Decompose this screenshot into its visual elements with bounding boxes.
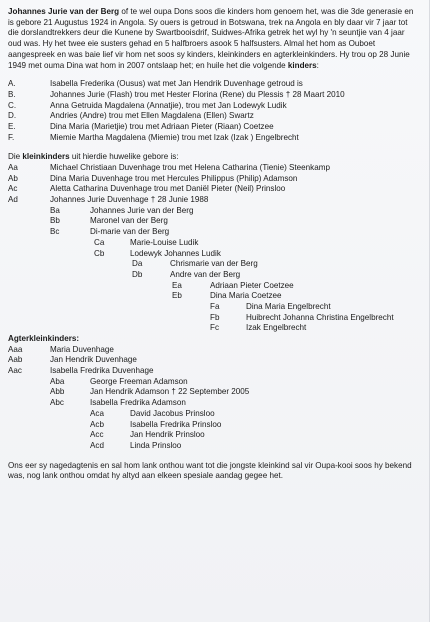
grandchildren-heading-post: uit hierdie huwelike gebore is: bbox=[69, 152, 179, 162]
great-grandchild-key: Abb bbox=[50, 387, 65, 397]
child-key: C. bbox=[8, 100, 17, 110]
child-key: F. bbox=[8, 132, 15, 142]
grandchild-text: Dina Maria Engelbrecht bbox=[246, 301, 331, 311]
child-row-c bbox=[8, 101, 419, 112]
grandchildren-list bbox=[8, 163, 419, 334]
great-grandchild-key: Aba bbox=[50, 376, 65, 386]
child-text: Johannes Jurie (Flash) trou met Hester Florina (Rene) du Plessis † 28 Maart 2010 bbox=[50, 89, 345, 99]
great-grandchild-row bbox=[8, 430, 419, 441]
great-grandchild-text: Linda Prinsloo bbox=[130, 440, 182, 450]
grandchild-text: Aletta Catharina Duvenhage trou met Daniël Pieter (Neil) Prinsloo bbox=[50, 184, 286, 194]
grandchildren-heading bbox=[8, 152, 419, 163]
grandchild-text: Adriaan Pieter Coetzee bbox=[210, 280, 294, 290]
grandchild-row bbox=[8, 174, 419, 185]
grandchild-key: Aa bbox=[8, 163, 18, 173]
great-grandchildren-heading-text: Agterkleinkinders: bbox=[8, 334, 80, 344]
grandchild-text: Dina Maria Duvenhage trou met Hercules Philippus (Philip) Adamson bbox=[50, 173, 298, 183]
intro-text: of te wel oupa Dons soos die kinders hom genoem het, was die 3de generasie en is gebore 21 Augustus 1924 in Angola. Sy ouers is getroud in Botswana, trek na Angola en bly daar vir 7 jaar tot die dorslandtrekkers deur die Kunene by Swartbooisdrif, Suidwes-Afrika getrek het wyl hy 'n seuntjie van 4 jaar oud was. Hy het twee eie susters gehad en 5 halfbroers asook 5 halfsusters. Almal het hom as Ouboet aangespreek en was baie lief vir hom net soos sy kinders, kleinkinders en agterkleinkinders. Hy trou op 28 Junie 1949 met ouma Dina wat hom in 2007 ontslaap het; en huile het die volgende bbox=[8, 7, 414, 70]
grandchild-key: Ac bbox=[8, 184, 18, 194]
grandchild-key: Eb bbox=[172, 291, 182, 301]
great-grandchild-row bbox=[8, 387, 419, 398]
grandchild-row bbox=[8, 313, 419, 324]
grandchild-key: Ba bbox=[50, 205, 60, 215]
grandchild-text: Marie-Louise Ludik bbox=[130, 237, 199, 247]
great-grandchild-row bbox=[8, 420, 419, 431]
grandchild-row bbox=[8, 249, 419, 260]
grandchild-key: Db bbox=[132, 269, 143, 279]
great-grandchild-row bbox=[8, 345, 419, 356]
great-grandchild-row bbox=[8, 377, 419, 388]
great-grandchild-key: Aab bbox=[8, 355, 23, 365]
child-key: B. bbox=[8, 89, 16, 99]
grandchild-text: Dina Maria Coetzee bbox=[210, 291, 282, 301]
grandchild-text: Huibrecht Johanna Christina Engelbrecht bbox=[246, 312, 394, 322]
grandchild-text: Andre van der Berg bbox=[170, 269, 241, 279]
child-row-b bbox=[8, 90, 419, 101]
grandchild-text: Lodewyk Johannes Ludik bbox=[130, 248, 221, 258]
grandchild-row bbox=[8, 163, 419, 174]
grandchild-row bbox=[8, 281, 419, 292]
child-row-a bbox=[8, 79, 419, 90]
grandchild-text: Michael Christiaan Duvenhage trou met Helena Catharina (Tienie) Steenkamp bbox=[50, 163, 330, 173]
great-grandchild-key: Aca bbox=[90, 408, 104, 418]
great-grandchild-text: Jan Hendrik Prinsloo bbox=[130, 430, 205, 440]
great-grandchild-row bbox=[8, 398, 419, 409]
grandchild-row bbox=[8, 206, 419, 217]
grandchild-key: Fc bbox=[210, 323, 219, 333]
grandchild-text: Maronel van der Berg bbox=[90, 216, 168, 226]
grandchild-key: Cb bbox=[94, 248, 105, 258]
child-row-f bbox=[8, 133, 419, 144]
grandchild-row bbox=[8, 216, 419, 227]
great-grandchild-key: Aaa bbox=[8, 344, 23, 354]
great-grandchild-row bbox=[8, 441, 419, 452]
grandchild-key: Ad bbox=[8, 195, 18, 205]
great-grandchild-text: Isabella Fredrika Duvenhage bbox=[50, 366, 154, 376]
grandchild-row bbox=[8, 227, 419, 238]
grandchild-text: Izak Engelbrecht bbox=[246, 323, 307, 333]
grandchild-row bbox=[8, 238, 419, 249]
great-grandchild-key: Aac bbox=[8, 366, 22, 376]
great-grandchild-row bbox=[8, 366, 419, 377]
child-text: Dina Maria (Marietjie) trou met Adriaan Pieter (Riaan) Coetzee bbox=[50, 121, 274, 131]
grandchild-key: Ab bbox=[8, 173, 18, 183]
child-text: Anna Getruida Magdalena (Annatjie), trou met Jan Lodewyk Ludik bbox=[50, 100, 287, 110]
grandchild-row bbox=[8, 291, 419, 302]
great-grandchild-text: Maria Duvenhage bbox=[50, 344, 114, 354]
child-key: A. bbox=[8, 79, 16, 89]
children-list bbox=[8, 79, 419, 143]
great-grandchild-text: George Freeman Adamson bbox=[90, 376, 188, 386]
grandchild-text: Chrismarie van der Berg bbox=[170, 259, 258, 269]
great-grandchildren-heading bbox=[8, 334, 419, 345]
grandchild-row bbox=[8, 270, 419, 281]
grandchild-key: Bc bbox=[50, 227, 60, 237]
grandchild-row bbox=[8, 195, 419, 206]
grandchild-text: Di-marie van der Berg bbox=[90, 227, 170, 237]
great-grandchild-text: Isabella Fredrika Adamson bbox=[90, 398, 186, 408]
intro-end: : bbox=[316, 60, 319, 70]
child-text: Miemie Martha Magdalena (Miemie) trou met Izak (Izak ) Engelbrecht bbox=[50, 132, 299, 142]
grandchildren-heading-pre: Die bbox=[8, 152, 23, 162]
intro-paragraph bbox=[8, 7, 419, 71]
great-grandchild-text: Jan Hendrik Adamson † 22 September 2005 bbox=[90, 387, 250, 397]
child-row-d bbox=[8, 111, 419, 122]
grandchild-key: Fa bbox=[210, 301, 220, 311]
great-grandchild-key: Acb bbox=[90, 419, 104, 429]
grandchild-row bbox=[8, 184, 419, 195]
grandchild-text: Johannes Jurie Duvenhage † 28 Junie 1988 bbox=[50, 195, 209, 205]
great-grandchild-text: Isabella Fredrika Prinsloo bbox=[130, 419, 222, 429]
grandchild-text: Johannes Jurie van der Berg bbox=[90, 205, 194, 215]
grandchild-key: Ca bbox=[94, 237, 105, 247]
grandchild-row bbox=[8, 323, 419, 334]
intro-kinders-word: kinders bbox=[287, 60, 317, 70]
grandchildren-heading-bold: kleinkinders bbox=[22, 152, 70, 162]
closing-paragraph: Ons eer sy nagedagtenis en sal hom lank onthou want tot die jongste kleinkind sal vir Oupa-kooi soos hy bekend was, nog lank onthou omdat hy altyd aan elkeen spesiale aandag gegee het. bbox=[8, 460, 412, 481]
great-grandchild-key: Acc bbox=[90, 430, 104, 440]
great-grandchild-text: Jan Hendrik Duvenhage bbox=[50, 355, 137, 365]
child-text: Isabella Frederika (Ousus) wat met Jan Hendrik Duvenhage getroud is bbox=[50, 79, 303, 89]
grandchild-row bbox=[8, 259, 419, 270]
grandchild-key: Fb bbox=[210, 312, 220, 322]
child-key: E. bbox=[8, 121, 16, 131]
child-key: D. bbox=[8, 111, 17, 121]
grandchild-key: Ea bbox=[172, 280, 182, 290]
intro-name: Johannes Jurie van der Berg bbox=[8, 7, 120, 16]
grandchild-key: Bb bbox=[50, 216, 60, 226]
great-grandchildren-list bbox=[8, 345, 419, 452]
great-grandchild-key: Abc bbox=[50, 398, 64, 408]
great-grandchild-key: Acd bbox=[90, 440, 104, 450]
grandchild-key: Da bbox=[132, 259, 143, 269]
great-grandchild-row bbox=[8, 409, 419, 420]
great-grandchild-text: David Jacobus Prinsloo bbox=[130, 408, 215, 418]
great-grandchild-row bbox=[8, 355, 419, 366]
grandchild-row bbox=[8, 302, 419, 313]
child-text: Andries (Andre) trou met Ellen Magdalena (Ellen) Swartz bbox=[50, 111, 254, 121]
child-row-e bbox=[8, 122, 419, 133]
